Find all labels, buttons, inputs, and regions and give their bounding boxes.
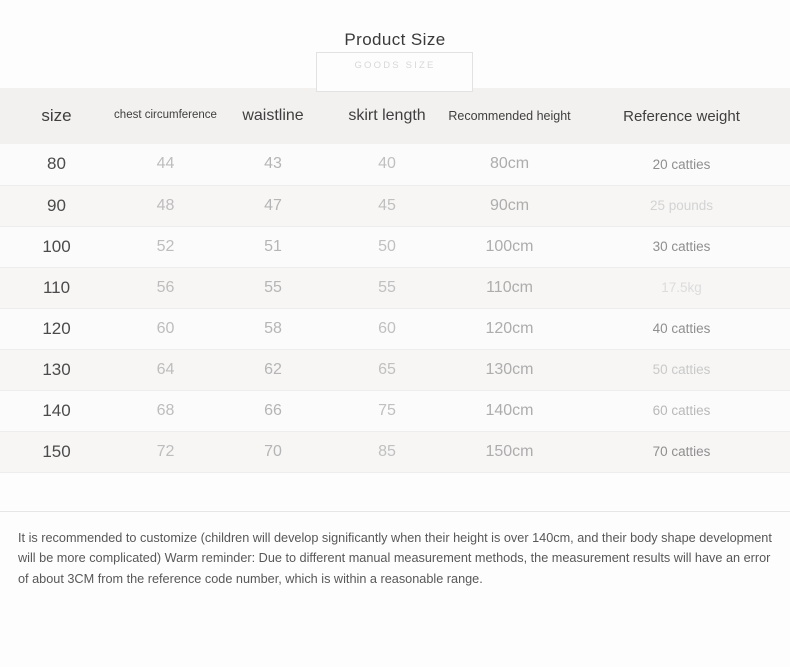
cell-skirt: 40 bbox=[328, 144, 446, 185]
cell-weight: 17.5kg bbox=[573, 267, 790, 308]
cell-skirt: 60 bbox=[328, 308, 446, 349]
page-header bbox=[0, 0, 790, 71]
cell-skirt: 45 bbox=[328, 185, 446, 226]
cell-weight: 20 catties bbox=[573, 144, 790, 185]
cell-height: 90cm bbox=[446, 185, 573, 226]
cell-weight: 25 pounds bbox=[573, 185, 790, 226]
table-header-row bbox=[0, 88, 790, 144]
header-frame bbox=[316, 52, 473, 92]
table-body bbox=[0, 144, 790, 472]
cell-waist: 55 bbox=[218, 267, 328, 308]
cell-chest: 44 bbox=[113, 144, 218, 185]
cell-size: 150 bbox=[0, 431, 113, 472]
size-table-wrap bbox=[0, 88, 790, 473]
cell-weight: 40 catties bbox=[573, 308, 790, 349]
cell-size: 130 bbox=[0, 349, 113, 390]
table-row bbox=[0, 308, 790, 349]
cell-height: 150cm bbox=[446, 431, 573, 472]
cell-weight: 70 catties bbox=[573, 431, 790, 472]
cell-chest: 72 bbox=[113, 431, 218, 472]
cell-skirt: 50 bbox=[328, 226, 446, 267]
cell-size: 90 bbox=[0, 185, 113, 226]
table-row bbox=[0, 144, 790, 185]
cell-skirt: 65 bbox=[328, 349, 446, 390]
column-header-waistline: waistline bbox=[242, 107, 304, 124]
cell-height: 140cm bbox=[446, 390, 573, 431]
cell-chest: 68 bbox=[113, 390, 218, 431]
cell-waist: 47 bbox=[218, 185, 328, 226]
cell-waist: 70 bbox=[218, 431, 328, 472]
column-header-reference-weight: Reference weight bbox=[623, 107, 740, 125]
cell-skirt: 55 bbox=[328, 267, 446, 308]
column-header-recommended-height: Recommended height bbox=[448, 109, 571, 123]
size-table bbox=[0, 88, 790, 473]
cell-weight: 60 catties bbox=[573, 390, 790, 431]
cell-size: 100 bbox=[0, 226, 113, 267]
page-subtitle: GOODS SIZE bbox=[354, 60, 436, 71]
measurement-note: It is recommended to customize (children will develop significantly when their height is over 140cm, and their body shape development will be more complicated) Warm reminder: Due to different manual measurement methods, the measurement results will have an error of about 3CM from the reference code number, which is within a reasonable range. bbox=[18, 530, 772, 586]
cell-weight: 30 catties bbox=[573, 226, 790, 267]
cell-weight: 50 catties bbox=[573, 349, 790, 390]
cell-height: 110cm bbox=[446, 267, 573, 308]
cell-size: 110 bbox=[0, 267, 113, 308]
table-row bbox=[0, 349, 790, 390]
column-header-skirt-length: skirt length bbox=[348, 107, 426, 124]
table-row bbox=[0, 267, 790, 308]
column-header-size: size bbox=[41, 106, 72, 125]
cell-chest: 60 bbox=[113, 308, 218, 349]
table-row bbox=[0, 226, 790, 267]
page-title: Product Size bbox=[344, 30, 446, 49]
cell-chest: 64 bbox=[113, 349, 218, 390]
header-title-block bbox=[318, 30, 473, 71]
cell-waist: 66 bbox=[218, 390, 328, 431]
cell-size: 80 bbox=[0, 144, 113, 185]
table-row bbox=[0, 185, 790, 226]
cell-height: 130cm bbox=[446, 349, 573, 390]
cell-waist: 62 bbox=[218, 349, 328, 390]
cell-waist: 58 bbox=[218, 308, 328, 349]
cell-chest: 48 bbox=[113, 185, 218, 226]
cell-height: 80cm bbox=[446, 144, 573, 185]
cell-skirt: 85 bbox=[328, 431, 446, 472]
cell-waist: 51 bbox=[218, 226, 328, 267]
cell-waist: 43 bbox=[218, 144, 328, 185]
cell-chest: 56 bbox=[113, 267, 218, 308]
table-row bbox=[0, 431, 790, 472]
cell-skirt: 75 bbox=[328, 390, 446, 431]
cell-chest: 52 bbox=[113, 226, 218, 267]
cell-height: 100cm bbox=[446, 226, 573, 267]
column-header-chest-circumference: chest circumference bbox=[114, 109, 217, 122]
cell-size: 120 bbox=[0, 308, 113, 349]
cell-height: 120cm bbox=[446, 308, 573, 349]
cell-size: 140 bbox=[0, 390, 113, 431]
table-row bbox=[0, 390, 790, 431]
table-head bbox=[0, 88, 790, 144]
